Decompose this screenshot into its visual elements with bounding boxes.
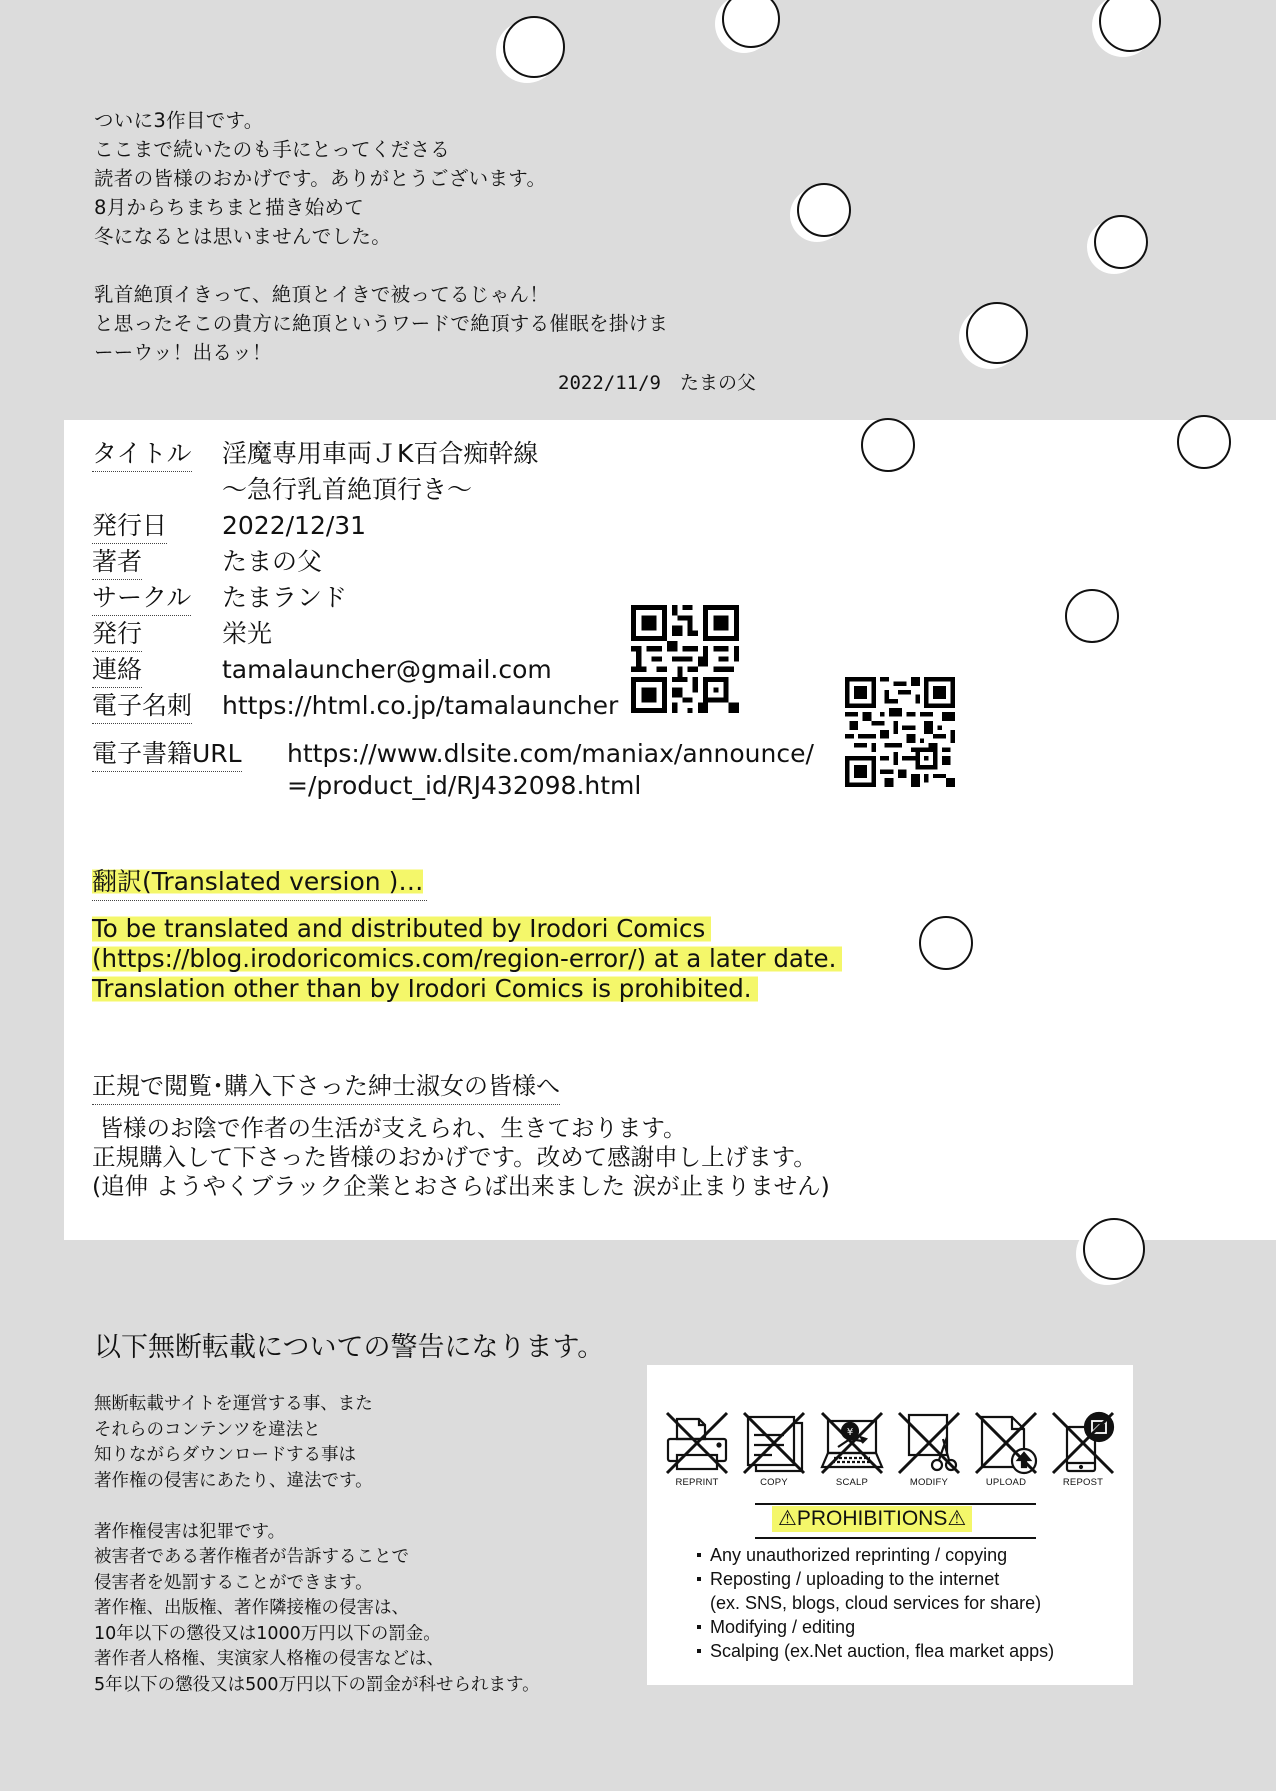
prohibition-icons	[665, 1411, 1125, 1491]
circle-label: サークル	[92, 582, 191, 616]
prohibition-item: Any unauthorized reprinting / copying	[697, 1543, 1054, 1567]
afterword-line: ーーウッ！出るッ！	[94, 341, 272, 364]
date-label: 発行日	[92, 510, 167, 544]
bubble-decoration	[503, 16, 565, 78]
icon-caption: UPLOAD	[985, 1477, 1027, 1488]
title-subtitle: ～急行乳首絶頂行き～	[222, 475, 473, 504]
prohibition-item-cont: (ex. SNS, blogs, cloud services for share)	[710, 1593, 1042, 1613]
prohibition-item: Scalping (ex.Net auction, flea market apps)	[697, 1639, 1054, 1663]
translation-heading-text: 翻訳(Translated version )…	[92, 867, 424, 896]
bubble-decoration	[1065, 589, 1119, 643]
afterword-line: ここまで続いたのも手にとってくださる	[94, 138, 451, 161]
title-value: 淫魔専用車両ＪK百合痴幹線	[222, 439, 539, 468]
warning-line: 著作権侵害は犯罪です。	[94, 1521, 286, 1542]
thanks-message	[92, 1114, 830, 1201]
translation-line: To be translated and distributed by Irodori Comics	[92, 914, 711, 944]
warning-line: 知りながらダウンロードする事は	[94, 1445, 356, 1465]
warning-line: 10年以下の懲役又は1000万円以下の罰金。	[94, 1623, 441, 1644]
warning-line: 著作者人格権、実演家人格権の侵害などは、	[94, 1649, 444, 1669]
reprint-icon	[665, 1411, 729, 1491]
afterword-line: 冬になるとは思いませんでした。	[94, 225, 392, 248]
bubble-decoration	[861, 418, 915, 472]
prohibition-item: Modifying / editing	[697, 1615, 1054, 1639]
circle-value: たまランド	[222, 583, 348, 612]
bubble-decoration	[966, 302, 1028, 364]
icon-caption: REPOST	[1062, 1477, 1104, 1488]
warning-line: 著作権、出版権、著作隣接権の侵害は、	[94, 1598, 409, 1618]
publisher-label: 発行	[92, 618, 142, 652]
warning-text	[94, 1392, 540, 1698]
translation-line[interactable]: (https://blog.irodoricomics.com/region-error/) at a later date.	[92, 944, 842, 974]
thanks-line: 皆様のお陰で作者の生活が支えられ、生きております。	[92, 1114, 687, 1142]
svg-text:¥: ¥	[846, 1427, 854, 1438]
warning-line: 侵害者を処罰することができます。	[94, 1572, 373, 1593]
warning-title: 以下無断転載についての警告になります。	[94, 1332, 605, 1363]
bubble-decoration	[1083, 1218, 1145, 1280]
translation-notice	[92, 914, 842, 1004]
afterword-text	[94, 106, 814, 394]
afterword-line: ついに3作目です。	[94, 109, 264, 132]
qr-code-ecard[interactable]	[631, 605, 739, 713]
thanks-line: 正規購入して下さった皆様のおかげです。改めて感謝申し上げます。	[92, 1143, 817, 1171]
warning-line: 被害者である著作権者が告訴することで	[94, 1547, 409, 1567]
ebook-label: 電子書籍URL	[92, 738, 242, 772]
contact-label: 連絡	[92, 654, 142, 688]
warning-line: 著作権の侵害にあたり、違法です。	[94, 1470, 373, 1491]
warning-line: 5年以下の懲役又は500万円以下の罰金が科せられます。	[94, 1674, 540, 1695]
ecard-label: 電子名刺	[92, 690, 192, 724]
prohibition-item: Reposting / uploading to the internet	[697, 1567, 1054, 1591]
ecard-link[interactable]: https://html.co.jp/tamalauncher	[222, 691, 619, 720]
copy-icon	[742, 1411, 806, 1491]
icon-caption: REPRINT	[675, 1477, 719, 1488]
title-label: タイトル	[92, 438, 192, 472]
author-value: たまの父	[222, 547, 323, 576]
bubble-decoration	[722, 0, 780, 48]
afterword-line: と思ったそこの貴方に絶頂というワードで絶頂する催眠を掛けま	[94, 312, 669, 335]
afterword-line: 読者の皆様のおかげです。ありがとうございます。	[94, 167, 547, 190]
prohibitions-title: ⚠PROHIBITIONS⚠	[772, 1506, 972, 1532]
translation-line: Translation other than by Irodori Comics is prohibited.	[92, 974, 758, 1004]
ebook-link[interactable]: https://www.dlsite.com/maniax/announce/	[287, 739, 814, 768]
bubble-decoration	[1094, 215, 1148, 269]
translation-heading	[92, 866, 427, 901]
modify-icon	[897, 1411, 961, 1491]
thanks-line: (追伸 ようやくブラック企業とおさらば出来ました 涙が止まりません)	[92, 1172, 830, 1200]
date-value: 2022/12/31	[222, 511, 367, 540]
icon-caption: MODIFY	[909, 1477, 949, 1488]
contact-email[interactable]: tamalauncher@gmail.com	[222, 655, 552, 684]
afterword-line: 乳首絶頂イきって、絶頂とイきで被ってるじゃん！	[94, 283, 550, 306]
afterword-line: 8月からちまちまと描き始めて	[94, 196, 365, 219]
publisher-value: 栄光	[222, 619, 273, 648]
scalp-icon	[820, 1411, 884, 1491]
icon-caption: COPY	[760, 1477, 788, 1488]
icon-caption: SCALP	[835, 1477, 869, 1488]
repost-icon	[1051, 1411, 1115, 1491]
prohibitions-box	[647, 1365, 1133, 1685]
prohibitions-list	[697, 1543, 1054, 1663]
upload-icon	[974, 1411, 1038, 1491]
warning-line: それらのコンテンツを違法と	[94, 1419, 321, 1440]
author-label: 著者	[92, 546, 142, 580]
divider	[755, 1537, 1036, 1539]
warning-line: 無断転載サイトを運営する事、また	[94, 1394, 373, 1414]
bubble-decoration	[919, 916, 973, 970]
qr-code-ebook[interactable]	[845, 677, 955, 787]
bubble-decoration	[1177, 415, 1231, 469]
thanks-heading: 正規で閲覧･購入下さった紳士淑女の皆様へ	[92, 1070, 560, 1105]
afterword-signature: 2022/11/9 たまの父	[558, 372, 756, 394]
bubble-decoration	[1099, 0, 1161, 52]
divider	[755, 1503, 1036, 1505]
ebook-link-cont[interactable]: =/product_id/RJ432098.html	[287, 771, 642, 800]
